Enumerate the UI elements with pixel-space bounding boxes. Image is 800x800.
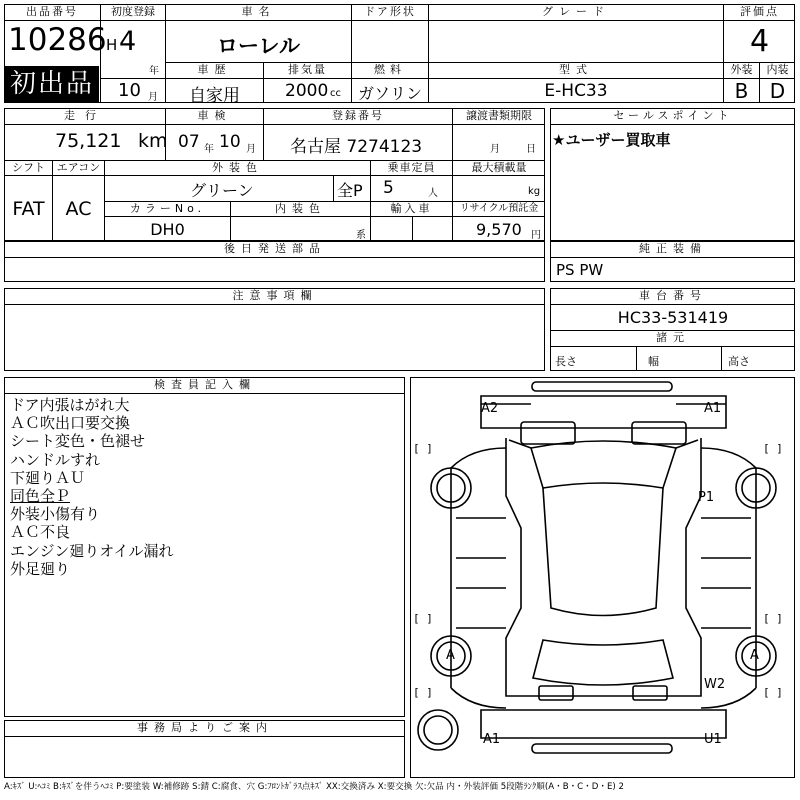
equipment-text: PS PW [556, 261, 604, 279]
office-label: 事務局よりご案内 [137, 721, 273, 734]
mileage-unit: km [138, 130, 168, 152]
caution-label: 注意事項欄 [232, 289, 318, 302]
mark-p1: P1 [698, 490, 715, 505]
sales-point-label: セールスポイント [613, 109, 733, 122]
fuel-value: ガソリン [357, 84, 422, 103]
car-diagram [410, 377, 795, 778]
note-line: 下廻りＡＵ [10, 468, 86, 487]
note-line: シート変色・色褪せ [10, 432, 146, 451]
aircon-value: AC [65, 198, 92, 220]
color-value: グリーン [190, 181, 254, 200]
inspector-label: 検査員記入欄 [154, 378, 256, 391]
equipment-label: 純正装備 [639, 242, 707, 255]
max-load-label: 最大積載量 [471, 161, 527, 174]
inspection-month: 10 [219, 132, 241, 152]
inspection-label: 車検 [197, 109, 232, 122]
car-diagram-svg [411, 378, 796, 779]
interior-label: 内装 [766, 63, 789, 76]
registration-label: 登録番号 [332, 109, 384, 122]
height-label: 高さ [728, 355, 750, 368]
exterior-value: B [734, 79, 749, 103]
recycle-unit: 円 [531, 230, 541, 241]
mark-a-right: A [750, 648, 759, 663]
recycle-label: リサイクル預託金 [459, 203, 539, 214]
history-label: 車歴 [197, 63, 232, 76]
lot-number-label: 出品番号 [26, 5, 78, 18]
note-line: 同色全Ｐ [10, 487, 71, 506]
first-reg-label: 初度登録 [111, 5, 155, 18]
seats-value: 5 [383, 178, 394, 198]
era: H [106, 36, 118, 54]
inspection-year: 07 [178, 132, 200, 152]
note-line: ＡＣ不良 [10, 523, 71, 542]
transfer-day-unit: 日 [526, 144, 536, 155]
bracket-mark: [ ] [413, 442, 433, 455]
displacement-value: 2000 [285, 81, 329, 101]
aircon-label: エアコン [56, 161, 101, 174]
max-load-unit: kg [528, 186, 541, 197]
seats-label: 乗車定員 [387, 161, 436, 174]
note-line: ハンドルすれ [10, 450, 101, 469]
import-label: 輸入車 [390, 202, 433, 215]
interior-color-unit: 系 [356, 230, 366, 241]
transfer-label: 譲渡書類期限 [466, 109, 532, 122]
mark-a-left: A [446, 648, 455, 663]
note-line: ドア内張はがれ大 [10, 396, 130, 414]
interior-color-label: 内装色 [275, 202, 326, 215]
seats-unit: 人 [428, 188, 438, 199]
length-label: 長さ [555, 355, 577, 368]
transfer-month-unit: 月 [490, 144, 500, 155]
model-value: E-HC33 [544, 81, 608, 101]
interior-value: D [769, 79, 786, 103]
bracket-mark: [ ] [763, 686, 783, 699]
car-name: ローレル [216, 34, 301, 58]
displacement-label: 排気量 [288, 63, 327, 76]
mileage-label: 走行 [64, 109, 106, 122]
color-no-value: DH0 [150, 220, 185, 239]
fuel-label: 燃料 [374, 63, 406, 76]
score-value: 4 [749, 24, 770, 59]
exterior-label: 外装 [730, 63, 753, 76]
bracket-mark: [ ] [413, 686, 433, 699]
recycle-value: 9,570 [476, 220, 522, 239]
bracket-mark: [ ] [413, 612, 433, 625]
registration-value: 名古屋 7274123 [290, 137, 423, 157]
displacement-unit: cc [330, 88, 341, 99]
first-listing-badge: 初出品 [5, 66, 99, 102]
shift-value: FAT [12, 198, 45, 220]
year-value: 4 [119, 26, 137, 57]
color-no-label: カラーNo. [129, 202, 206, 215]
sales-point-section [550, 108, 795, 241]
month-unit: 月 [148, 92, 158, 103]
car-name-label: 車名 [241, 5, 276, 18]
note-line: 外足廻り [10, 559, 71, 578]
chassis-number: HC33-531419 [617, 308, 729, 327]
legend-text: A:ｷｽﾞ U:ﾍｺﾐ B:ｷｽﾞを伴うﾍｺﾐ P:要塗装 W:補修跡 S:錆 C:腐食、穴 G:ﾌﾛﾝﾄｶﾞﾗｽ点ｷｽﾞ XX:交換済み X:要交換 欠:欠品 内・外装評価 5段階ﾗﾝｸ順(A・B・C・D・E) 2 [4, 782, 624, 792]
mark-u1: U1 [704, 732, 722, 747]
color-code: 全P [337, 181, 363, 200]
color-label: 外装色 [212, 161, 263, 174]
width-label: 幅 [648, 355, 659, 368]
chassis-label: 車台番号 [639, 289, 707, 302]
model-label: 型式 [559, 63, 593, 76]
mark-a1-bottom: A1 [483, 732, 501, 747]
mark-a1-top: A1 [704, 401, 722, 416]
grade-label: グレード [542, 5, 610, 18]
inspector-notes [10, 396, 174, 578]
score-label: 評価点 [740, 5, 779, 18]
note-line: エンジン廻りオイル漏れ [10, 541, 174, 560]
mark-a2: A2 [481, 401, 499, 416]
inspection-year-unit: 年 [204, 144, 214, 155]
bracket-mark: [ ] [763, 442, 783, 455]
inspection-month-unit: 月 [246, 144, 256, 155]
mark-w2: W2 [704, 677, 726, 692]
year-unit: 年 [149, 66, 159, 77]
history-value: 自家用 [189, 86, 240, 106]
month-value: 10 [118, 80, 141, 101]
lot-number: 10286 [8, 22, 107, 58]
door-label: ドア形状 [364, 5, 416, 18]
later-parts-label: 後日発送部品 [224, 242, 326, 255]
bracket-mark: [ ] [763, 612, 783, 625]
note-line: ＡＣ吹出口要交換 [10, 414, 131, 433]
sales-point-text: ★ユーザー買取車 [552, 131, 671, 149]
specs-label: 諸元 [656, 331, 690, 344]
note-line: 外装小傷有り [10, 505, 101, 524]
shift-label: シフト [12, 161, 45, 174]
mileage-value: 75,121 [55, 130, 122, 152]
